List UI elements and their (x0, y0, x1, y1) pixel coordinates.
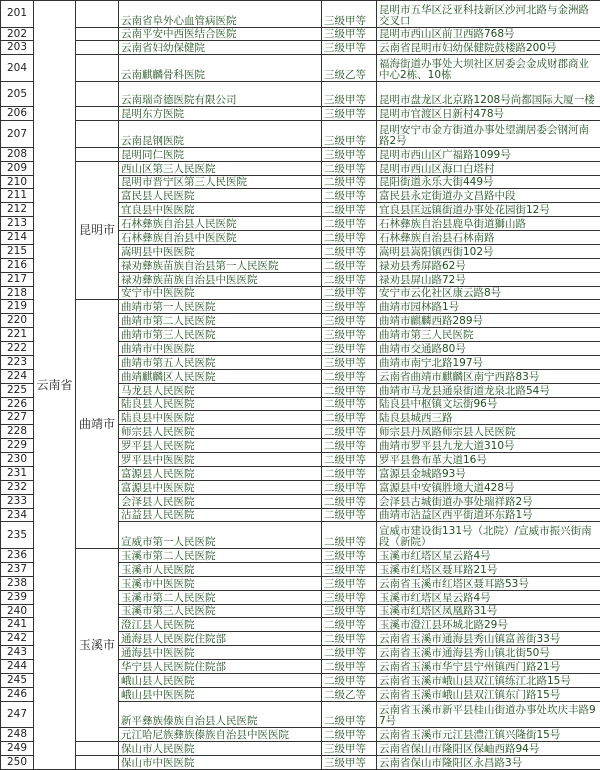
hospital-address: 嵩明县嵩阳镇西街102号 (377, 244, 600, 258)
city-cell (76, 742, 119, 756)
hospital-address: 曲靖市马龙县通泉街道龙泉北路54号 (377, 383, 600, 397)
hospital-address: 福海街道办事处大坝社区居委会金成财郡商业中心2栋、10栋 (377, 55, 600, 82)
hospital-address: 富源县金城路93号 (377, 466, 600, 480)
hospital-level: 二级乙等 (322, 687, 377, 701)
row-number: 234 (1, 508, 34, 522)
hospital-name: 马龙县人民医院 (119, 383, 322, 397)
hospital-name: 陆良县人民医院 (119, 397, 322, 411)
hospital-level: 三级甲等 (322, 342, 377, 356)
hospital-name: 宣威市第一人民医院 (119, 522, 322, 549)
hospital-name: 曲靖市第二人民医院 (119, 314, 322, 328)
hospital-address: 云南省玉溪市通海县秀山镇富善街33号 (377, 632, 600, 646)
hospital-level: 二级甲等 (322, 161, 377, 175)
row-number: 210 (1, 175, 34, 189)
hospital-address: 云南省玉溪市峨山县双江镇东门路15号 (377, 687, 600, 701)
hospital-address: 陆良县城西三路 (377, 411, 600, 425)
hospital-name: 安宁市中医医院 (119, 286, 322, 300)
hospital-name: 罗平县中医医院 (119, 453, 322, 467)
city-cell (76, 27, 119, 41)
hospital-address: 宣威市建设街131号（北院）/宣威市振兴街南段（新院） (377, 522, 600, 549)
hospital-level: 二级甲等 (322, 480, 377, 494)
hospital-address: 宜良县匡远镇街道办事处花园街12号 (377, 203, 600, 217)
hospital-level: 二级甲等 (322, 728, 377, 742)
hospital-address: 会泽县古城街道办事处瑞祥路2号 (377, 494, 600, 508)
row-number: 219 (1, 300, 34, 314)
row-number: 240 (1, 604, 34, 618)
row-number: 213 (1, 217, 34, 231)
row-number: 248 (1, 728, 34, 742)
hospital-name: 保山市中医医院 (119, 756, 322, 770)
hospital-address: 安宁市云化社区康云路8号 (377, 286, 600, 300)
hospital-name: 玉溪市中医医院 (119, 576, 322, 590)
hospital-address: 富源县中安镇胜境大道428号 (377, 480, 600, 494)
hospital-name: 宜良县中医医院 (119, 203, 322, 217)
hospital-level: 二级甲等 (322, 508, 377, 522)
hospital-address: 昆明市官渡区日新村478号 (377, 107, 600, 121)
hospital-address: 曲靖市罗平县九龙大道310号 (377, 439, 600, 453)
hospital-name: 会泽县人民医院 (119, 494, 322, 508)
row-number: 239 (1, 590, 34, 604)
hospital-name: 曲靖市中医医院 (119, 342, 322, 356)
row-number: 238 (1, 576, 34, 590)
hospital-name: 石林彝族自治县中医医院 (119, 231, 322, 245)
table-row (1, 1, 600, 28)
row-number: 242 (1, 632, 34, 646)
row-number: 201 (1, 1, 34, 28)
hospital-level: 三级甲等 (322, 742, 377, 756)
table-row (1, 107, 600, 121)
hospital-table-body (1, 1, 600, 770)
hospital-address: 昆明市西山区广福路1099号 (377, 147, 600, 161)
hospital-level: 二级甲等 (322, 522, 377, 549)
hospital-address: 石林彝族自治县鹿阜街道獅山路 (377, 217, 600, 231)
hospital-name: 石林彝族自治县人民医院 (119, 217, 322, 231)
hospital-name: 陆良县中医医院 (119, 411, 322, 425)
hospital-address: 师宗县丹凤路师宗县人民医院 (377, 425, 600, 439)
hospital-address: 陆良县中枢镇文坛街96号 (377, 397, 600, 411)
hospital-name: 华宁县人民医院住院部 (119, 660, 322, 674)
table-row (1, 41, 600, 55)
hospital-address: 石林彝族自治县石林南路 (377, 231, 600, 245)
hospital-level: 二级甲等 (322, 466, 377, 480)
hospital-level: 三级甲等 (322, 562, 377, 576)
hospital-name: 云南平安中西医结合医院 (119, 27, 322, 41)
hospital-name: 禄劝彝族苗族自治县第一人民医院 (119, 258, 322, 272)
hospital-level: 二级甲等 (322, 701, 377, 728)
hospital-level: 二级甲等 (322, 217, 377, 231)
hospital-level: 二级甲等 (322, 286, 377, 300)
hospital-level: 三级甲等 (322, 328, 377, 342)
table-row (1, 27, 600, 41)
row-number: 206 (1, 107, 34, 121)
table-row (1, 742, 600, 756)
city-cell (76, 55, 119, 82)
hospital-level: 三级甲等 (322, 1, 377, 28)
city-cell (76, 756, 119, 770)
city-cell (76, 121, 119, 148)
hospital-level: 二级甲等 (322, 425, 377, 439)
row-number: 204 (1, 55, 34, 82)
hospital-address: 玉溪市红塔区星云路4号 (377, 549, 600, 563)
hospital-level: 二级甲等 (322, 258, 377, 272)
hospital-address: 曲靖市交通路80号 (377, 342, 600, 356)
hospital-level: 二级甲等 (322, 369, 377, 383)
hospital-name: 昆明市晋宁区第三人民医院 (119, 175, 322, 189)
row-number: 243 (1, 646, 34, 660)
city-cell (76, 147, 119, 161)
hospital-address: 禄劝县屏山路72号 (377, 272, 600, 286)
hospital-name: 嵩明县中医医院 (119, 244, 322, 258)
table-row (1, 300, 600, 314)
city-cell: 玉溪市 (76, 549, 119, 742)
hospital-address: 玉溪市红塔区凤凰路31号 (377, 604, 600, 618)
hospital-name: 西山区第三人民医院 (119, 161, 322, 175)
row-number: 246 (1, 687, 34, 701)
hospital-level: 三级甲等 (322, 314, 377, 328)
hospital-level: 二级甲等 (322, 175, 377, 189)
hospital-address: 云南省保山市隆阳区永昌路3号 (377, 756, 600, 770)
city-cell (76, 1, 119, 28)
row-number: 225 (1, 383, 34, 397)
hospital-level: 二级甲等 (322, 272, 377, 286)
table-row (1, 147, 600, 161)
hospital-level: 二级甲等 (322, 244, 377, 258)
row-number: 221 (1, 328, 34, 342)
hospital-name: 曲靖市第三人民医院 (119, 328, 322, 342)
hospital-name: 峨山县中医医院 (119, 687, 322, 701)
hospital-address: 玉溪市红塔区聂耳路21号 (377, 562, 600, 576)
row-number: 203 (1, 41, 34, 55)
hospital-level: 二级甲等 (322, 231, 377, 245)
hospital-name: 曲靖麒麟区人民医院 (119, 369, 322, 383)
table-row (1, 81, 600, 106)
hospital-name: 云南麒麟骨科医院 (119, 55, 322, 82)
row-number: 230 (1, 453, 34, 467)
hospital-address: 曲靖市园林路1号 (377, 300, 600, 314)
hospital-name: 云南昆钢医院 (119, 121, 322, 148)
hospital-name: 新平彝族傣族自治县人民医院 (119, 701, 322, 728)
hospital-address: 云南省玉溪市通海县秀山镇北街50号 (377, 646, 600, 660)
hospital-level: 三级甲等 (322, 121, 377, 148)
row-number: 229 (1, 439, 34, 453)
hospital-address: 曲靖市第三人民医院 (377, 328, 600, 342)
table-row (1, 756, 600, 770)
row-number: 222 (1, 342, 34, 356)
table-row (1, 55, 600, 82)
row-number: 244 (1, 660, 34, 674)
hospital-level: 三级甲等 (322, 355, 377, 369)
row-number: 223 (1, 355, 34, 369)
row-number: 241 (1, 618, 34, 632)
row-number: 224 (1, 369, 34, 383)
hospital-name: 富源县中医医院 (119, 480, 322, 494)
hospital-name: 通海县人民医院住院部 (119, 632, 322, 646)
hospital-address: 云南省玉溪市新平县桂山街道办事处坎庆丰路97号 (377, 701, 600, 728)
hospital-address: 昆明安宁市金方街道办事处望湖居委会钢河南路2号 (377, 121, 600, 148)
province-cell: 云南省 (34, 1, 76, 770)
row-number: 228 (1, 425, 34, 439)
row-number: 220 (1, 314, 34, 328)
hospital-name: 富源县人民医院 (119, 466, 322, 480)
hospital-level: 三级甲等 (322, 41, 377, 55)
hospital-address: 玉溪市红塔区星云路4号 (377, 590, 600, 604)
hospital-level: 二级甲等 (322, 632, 377, 646)
hospital-level: 三级甲等 (322, 107, 377, 121)
row-number: 208 (1, 147, 34, 161)
row-number: 217 (1, 272, 34, 286)
hospital-name: 玉溪市第三人民医院 (119, 604, 322, 618)
hospital-level: 二级甲等 (322, 189, 377, 203)
row-number: 218 (1, 286, 34, 300)
city-cell (76, 41, 119, 55)
row-number: 209 (1, 161, 34, 175)
hospital-address: 云南省玉溪市红塔区聂耳路53号 (377, 576, 600, 590)
hospital-level: 三级甲等 (322, 81, 377, 106)
row-number: 247 (1, 701, 34, 728)
hospital-name: 罗平县人民医院 (119, 439, 322, 453)
row-number: 232 (1, 480, 34, 494)
row-number: 202 (1, 27, 34, 41)
hospital-level: 三级甲等 (322, 300, 377, 314)
hospital-name: 曲靖市第一人民医院 (119, 300, 322, 314)
hospital-name: 元江哈尼族彝族傣族自治县中医医院 (119, 728, 322, 742)
city-cell: 昆明市 (76, 161, 119, 300)
hospital-address: 曲靖市南宁北路197号 (377, 355, 600, 369)
hospital-name: 玉溪市第二人民医院 (119, 590, 322, 604)
hospital-level: 三级乙等 (322, 55, 377, 82)
hospital-address: 富民县永定街道办文昌路中段 (377, 189, 600, 203)
hospital-name: 澄江县人民医院 (119, 618, 322, 632)
hospital-name: 云南瑞奇德医院有限公司 (119, 81, 322, 106)
hospital-level: 二级甲等 (322, 618, 377, 632)
hospital-address: 昆明市五华区泛亚科技新区沙河北路与金洲路交叉口 (377, 1, 600, 28)
hospital-address: 云南省玉溪市元江县澧江镇兴隆街15号 (377, 728, 600, 742)
hospital-address: 罗平县鲁布革大道16号 (377, 453, 600, 467)
hospital-address: 云南省保山市隆阳区保岫西路94号 (377, 742, 600, 756)
table-row (1, 549, 600, 563)
row-number: 250 (1, 756, 34, 770)
hospital-name: 云南省阜外心血管病医院 (119, 1, 322, 28)
hospital-level: 三级甲等 (322, 27, 377, 41)
hospital-name: 师宗县人民医院 (119, 425, 322, 439)
hospital-name: 保山市人民医院 (119, 742, 322, 756)
hospital-name: 云南省妇幼保健院 (119, 41, 322, 55)
hospital-name: 玉溪市第二人民医院 (119, 549, 322, 563)
hospital-address: 云南省曲靖市麒麟区南宁西路83号 (377, 369, 600, 383)
row-number: 237 (1, 562, 34, 576)
hospital-name: 峨山县人民医院 (119, 673, 322, 687)
row-number: 207 (1, 121, 34, 148)
hospital-address: 云南省玉溪市华宁县宁州镇西门路21号 (377, 660, 600, 674)
hospital-level: 三级甲等 (322, 604, 377, 618)
hospital-level: 三级甲等 (322, 590, 377, 604)
hospital-level: 二级甲等 (322, 494, 377, 508)
hospital-level: 二级甲等 (322, 203, 377, 217)
hospital-level: 三级甲等 (322, 756, 377, 770)
hospital-level: 三级甲等 (322, 147, 377, 161)
hospital-address: 禄劝县秀屏路62号 (377, 258, 600, 272)
hospital-address: 昆明市盘龙区北京路1208号尚都国际大厦一楼 (377, 81, 600, 106)
row-number: 249 (1, 742, 34, 756)
hospital-name: 通海县中医医院 (119, 646, 322, 660)
row-number: 226 (1, 397, 34, 411)
hospital-level: 二级甲等 (322, 660, 377, 674)
hospital-address: 云南省昆明市妇幼保健院鼓楼路200号 (377, 41, 600, 55)
row-number: 215 (1, 244, 34, 258)
row-number: 205 (1, 81, 34, 106)
row-number: 236 (1, 549, 34, 563)
table-row (1, 121, 600, 148)
hospital-name: 富民县人民医院 (119, 189, 322, 203)
hospital-name: 玉溪市人民医院 (119, 562, 322, 576)
city-cell (76, 81, 119, 106)
hospital-address: 曲靖市麒麟西路289号 (377, 314, 600, 328)
city-cell (76, 107, 119, 121)
row-number: 235 (1, 522, 34, 549)
hospital-address: 玉溪市澄江县环城北路29号 (377, 618, 600, 632)
hospital-level: 二级甲等 (322, 411, 377, 425)
hospital-name: 昆明东方医院 (119, 107, 322, 121)
hospital-address: 云南省玉溪市峨山县双江镇练江北路15号 (377, 673, 600, 687)
row-number: 216 (1, 258, 34, 272)
row-number: 227 (1, 411, 34, 425)
row-number: 214 (1, 231, 34, 245)
hospital-name: 沾益县人民医院 (119, 508, 322, 522)
table-row (1, 161, 600, 175)
row-number: 212 (1, 203, 34, 217)
hospital-level: 二级甲等 (322, 383, 377, 397)
row-number: 233 (1, 494, 34, 508)
hospital-level: 二级甲等 (322, 453, 377, 467)
hospital-address: 昆阳街道永乐大街449号 (377, 175, 600, 189)
hospital-level: 二级甲等 (322, 673, 377, 687)
hospital-name: 曲靖市第五人民医院 (119, 355, 322, 369)
hospital-address: 昆明市西山区海口白塔村 (377, 161, 600, 175)
hospital-address: 昆明市西山区前卫西路768号 (377, 27, 600, 41)
row-number: 211 (1, 189, 34, 203)
hospital-level: 二级甲等 (322, 646, 377, 660)
row-number: 231 (1, 466, 34, 480)
hospital-level: 三级甲等 (322, 576, 377, 590)
hospital-level: 二级甲等 (322, 439, 377, 453)
hospital-level: 二级甲等 (322, 397, 377, 411)
city-cell: 曲靖市 (76, 300, 119, 549)
hospital-address: 曲靖市沾益区西平街道环东路1号 (377, 508, 600, 522)
row-number: 245 (1, 673, 34, 687)
hospital-name: 昆明同仁医院 (119, 147, 322, 161)
hospital-level: 三级甲等 (322, 549, 377, 563)
hospital-name: 禄劝彝族苗族自治县中医医院 (119, 272, 322, 286)
